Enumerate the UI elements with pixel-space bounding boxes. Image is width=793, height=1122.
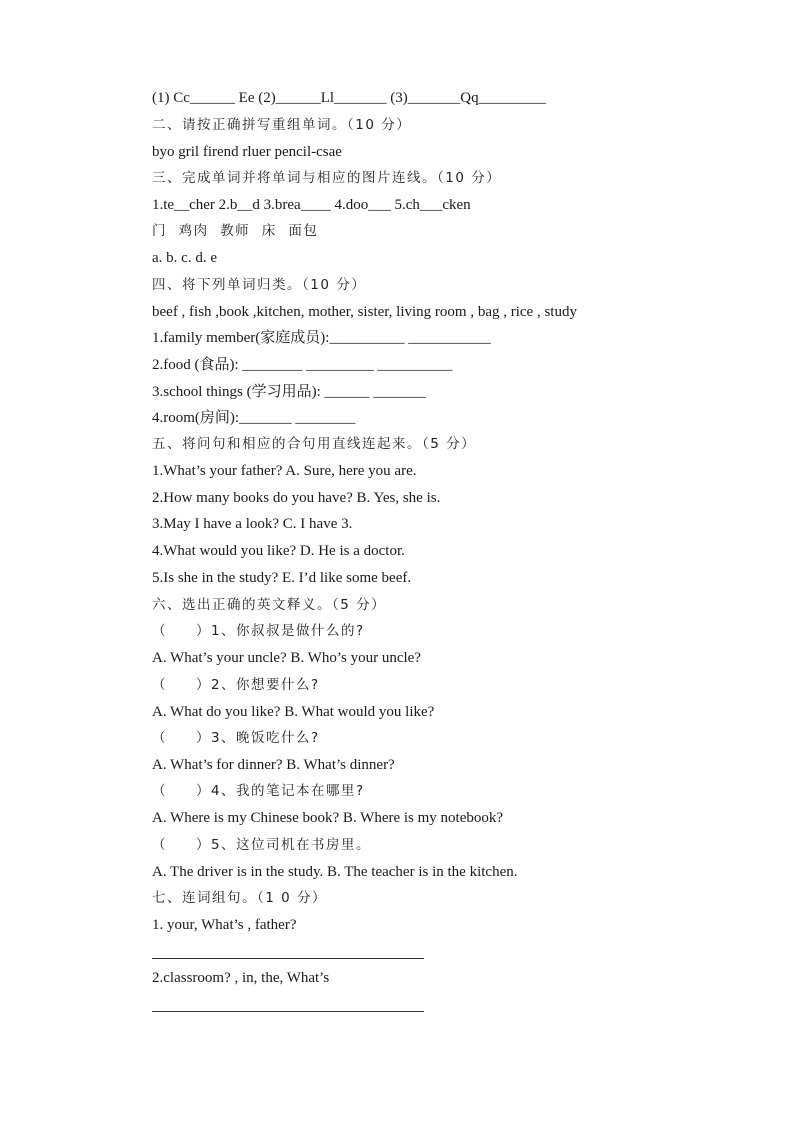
- scrambled-words-line: byo gril firend rluer pencil-csae: [152, 144, 342, 160]
- choice-options-2: A. What do you like? B. What would you like?: [152, 704, 435, 720]
- match-line-5: 5.Is she in the study? E. I’d like some beef.: [152, 570, 412, 586]
- word-bank-line: beef , fish ,book ,kitchen, mother, sister, living room , bag , rice , study: [152, 304, 577, 320]
- choice-options-3: A. What’s for dinner? B. What’s dinner?: [152, 757, 395, 773]
- section-4-heading: 四、将下列单词归类。（10 分）: [152, 277, 367, 293]
- choice-options-1: A. What’s your uncle? B. Who’s your uncle?: [152, 650, 421, 666]
- choice-question-2: （ ）2、你想要什么?: [152, 677, 320, 693]
- choice-question-3: （ ）3、晚饭吃什么?: [152, 730, 320, 746]
- section-6-heading: 六、选出正确的英文释义。（5 分）: [152, 597, 387, 613]
- category-family-line: 1.family member(家庭成员):__________ ___________: [152, 330, 491, 346]
- complete-words-line: 1.te__cher 2.b__d 3.brea____ 4.doo___ 5.ch___cken: [152, 197, 471, 213]
- letters-fill-line: (1) Cc______ Ee (2)______Ll_______ (3)_______Qq_________: [152, 90, 547, 106]
- choice-options-5: A. The driver is in the study. B. The teacher is in the kitchen.: [152, 864, 518, 880]
- section-5-heading: 五、将问句和相应的合句用直线连起来。（5 分）: [152, 436, 477, 452]
- match-line-3: 3.May I have a look? C. I have 3.: [152, 516, 353, 532]
- sentence-task-1: 1. your, What’s , father?: [152, 917, 297, 933]
- section-3-heading: 三、完成单词并将单词与相应的图片连线。（10 分）: [152, 170, 502, 186]
- chinese-words-line: 门 鸡肉 教师 床 面包: [152, 223, 319, 239]
- sentence-task-2: 2.classroom? , in, the, What’s: [152, 970, 330, 986]
- match-line-4: 4.What would you like? D. He is a doctor.: [152, 543, 405, 559]
- answer-line-2: [152, 1011, 424, 1012]
- choice-question-4: （ ）4、我的笔记本在哪里?: [152, 783, 365, 799]
- match-line-1: 1.What’s your father? A. Sure, here you are.: [152, 463, 417, 479]
- section-7-heading: 七、连词组句。（1 0 分）: [152, 890, 328, 906]
- category-school-line: 3.school things (学习用品): ______ _______: [152, 384, 426, 400]
- category-room-line: 4.room(房间):_______ ________: [152, 410, 356, 426]
- answer-line-1: [152, 958, 424, 959]
- choice-question-1: （ ）1、你叔叔是做什么的?: [152, 623, 365, 639]
- category-food-line: 2.food (食品): ________ _________ __________: [152, 357, 453, 373]
- match-line-2: 2.How many books do you have? B. Yes, she is.: [152, 490, 441, 506]
- picture-labels-line: a. b. c. d. e: [152, 250, 217, 266]
- section-2-heading: 二、请按正确拼写重组单词。（10 分）: [152, 117, 412, 133]
- choice-question-5: （ ）5、这位司机在书房里。: [152, 837, 372, 853]
- choice-options-4: A. Where is my Chinese book? B. Where is my notebook?: [152, 810, 504, 826]
